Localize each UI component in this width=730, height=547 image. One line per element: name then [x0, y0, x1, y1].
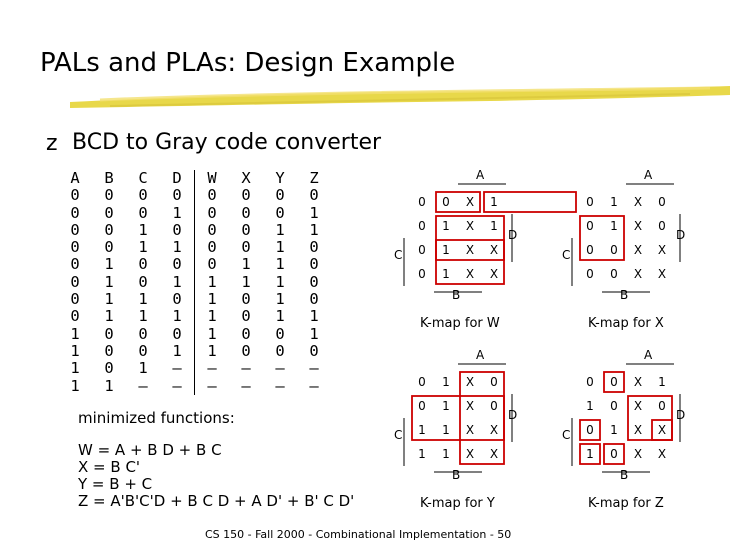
kmap-cell: X	[489, 267, 499, 281]
table-cell: 1	[172, 341, 182, 360]
table-cell: –	[195, 378, 230, 395]
table-cell: –	[275, 376, 285, 395]
kmap-cell: 0	[586, 243, 594, 257]
kmap-cell: 0	[610, 267, 618, 281]
table-cell: 0	[70, 203, 80, 222]
table-cell: –	[172, 359, 182, 378]
kmap-cell: 1	[610, 195, 618, 209]
table-cell: 0	[70, 307, 80, 326]
kmap-cell: 1	[442, 423, 450, 437]
kmap-label-a: A	[476, 168, 485, 182]
header-x: X	[241, 169, 251, 187]
kmap-cell: 0	[586, 267, 594, 281]
table-cell: 0	[104, 238, 114, 257]
table-cell: 1	[195, 308, 230, 325]
header-w: W	[195, 170, 230, 187]
kmap-label-c: C	[394, 248, 403, 262]
table-cell: 0	[70, 255, 80, 274]
kmap-label-c: C	[394, 428, 403, 442]
table-cell: 0	[138, 203, 148, 222]
kmap-cell: 0	[610, 243, 618, 257]
table-cell: 0	[104, 203, 114, 222]
table-cell: 1	[275, 238, 285, 257]
kmap-cell: X	[465, 447, 475, 461]
table-cell: 0	[241, 341, 251, 360]
kmap-cell: 0	[442, 195, 450, 209]
kmap-cell: 1	[418, 423, 426, 437]
table-cell: 0	[138, 186, 148, 205]
header-z: Z	[309, 169, 319, 187]
table-cell: 0	[70, 220, 80, 239]
kmap-cell: 0	[586, 219, 594, 233]
table-cell: 1	[275, 220, 285, 239]
kmap-cell: X	[633, 447, 643, 461]
kmap-cell: 1	[490, 195, 498, 209]
table-cell: 0	[195, 222, 230, 239]
kmap-cell: X	[465, 243, 475, 257]
table-cell: 0	[104, 324, 114, 343]
kmap-cell: 1	[586, 399, 594, 413]
table-cell: 0	[309, 290, 319, 309]
table-cell: 0	[309, 238, 319, 257]
table-cell: 1	[172, 272, 182, 291]
table-cell: 0	[104, 186, 114, 205]
header-b: B	[104, 169, 114, 187]
table-cell: 0	[241, 307, 251, 326]
kmap-cell: X	[465, 423, 475, 437]
table-cell: 1	[70, 324, 80, 343]
bullet-icon: z	[46, 131, 58, 156]
table-cell: 0	[172, 186, 182, 205]
table-cell: 0	[241, 220, 251, 239]
table-cell: 1	[138, 220, 148, 239]
table-cell: 1	[275, 255, 285, 274]
table-cell: –	[309, 359, 319, 378]
kmap-cell: 0	[658, 399, 666, 413]
table-cell: 1	[309, 203, 319, 222]
kmap-cell: X	[465, 399, 475, 413]
table-cell: 1	[241, 272, 251, 291]
kmap-cell: X	[633, 219, 643, 233]
kmap-cell: X	[489, 447, 499, 461]
kmap-cell: 1	[442, 243, 450, 257]
kmap-cell: X	[633, 267, 643, 281]
kmap-cell: 1	[418, 447, 426, 461]
table-cell: 0	[275, 341, 285, 360]
table-cell: 1	[309, 307, 319, 326]
kmap-cell: 0	[658, 219, 666, 233]
table-cell: 0	[70, 186, 80, 205]
table-cell: 0	[275, 186, 285, 205]
table-cell: 0	[172, 255, 182, 274]
table-cell: 0	[309, 272, 319, 291]
kmap-cell: 0	[490, 399, 498, 413]
table-cell: 0	[241, 203, 251, 222]
kmap-cell: 1	[442, 375, 450, 389]
kmap-cell: 0	[418, 195, 426, 209]
kmap-label-b: B	[620, 288, 629, 302]
table-cell: 1	[172, 238, 182, 257]
kmap-cell: 1	[658, 375, 666, 389]
table-cell: 0	[172, 220, 182, 239]
kmap-cell: 0	[418, 399, 426, 413]
kmap-cell: 0	[586, 423, 594, 437]
table-cell: 1	[195, 343, 230, 360]
kmap-cell: X	[633, 399, 643, 413]
kmap-cell: 0	[490, 375, 498, 389]
table-cell: 0	[104, 341, 114, 360]
kmap-cell: 0	[418, 267, 426, 281]
kmap-label-c: C	[562, 428, 571, 442]
kmap-cell: 1	[442, 399, 450, 413]
kmap-cell: X	[465, 195, 475, 209]
table-cell: 1	[70, 359, 80, 378]
kmap-cell: X	[489, 423, 499, 437]
table-cell: 0	[309, 341, 319, 360]
kmap-label-a: A	[644, 168, 653, 182]
kmap-cell: X	[633, 375, 643, 389]
kmap-cell: X	[657, 447, 667, 461]
table-cell: 0	[275, 324, 285, 343]
table-cell: 0	[138, 324, 148, 343]
table-cell: 0	[309, 186, 319, 205]
table-cell: 0	[241, 324, 251, 343]
kmap-cell: 0	[586, 375, 594, 389]
table-cell: 1	[275, 307, 285, 326]
kmap-label-b: B	[620, 468, 629, 482]
table-cell: 1	[70, 376, 80, 395]
equation-z: Z = A'B'C'D + B C D + A D' + B' C D'	[78, 492, 355, 510]
table-cell: 0	[104, 220, 114, 239]
kmap-cell: 0	[418, 375, 426, 389]
table-cell: 1	[275, 272, 285, 291]
table-cell: 0	[104, 359, 114, 378]
table-cell: 0	[195, 239, 230, 256]
kmap-label-b: B	[452, 288, 461, 302]
kmap-caption: K-map for Z	[588, 496, 664, 511]
table-cell: 1	[275, 290, 285, 309]
kmap-caption: K-map for W	[420, 316, 500, 331]
kmap-cell: 1	[610, 423, 618, 437]
table-cell: 1	[172, 203, 182, 222]
table-cell: –	[309, 376, 319, 395]
kmap-cell: X	[657, 243, 667, 257]
table-cell: 0	[241, 238, 251, 257]
header-y: Y	[275, 169, 285, 187]
kmap-label-b: B	[452, 468, 461, 482]
kmap-cell: 0	[586, 195, 594, 209]
kmap-cell: 0	[610, 447, 618, 461]
table-cell: 1	[309, 220, 319, 239]
kmap-cell: 1	[610, 219, 618, 233]
equation-w: W = A + B D + B C	[78, 441, 222, 459]
table-cell: 1	[104, 290, 114, 309]
kmap-label-d: D	[676, 408, 686, 422]
kmap-cell: X	[465, 375, 475, 389]
bullet-text: BCD to Gray code converter	[72, 130, 382, 155]
kmap-cell: 1	[442, 219, 450, 233]
table-cell: 0	[195, 205, 230, 222]
table-cell: 0	[70, 238, 80, 257]
kmap-label-a: A	[476, 348, 485, 362]
slide-footer: CS 150 - Fall 2000 - Combinational Implementation - 50	[205, 528, 512, 541]
header-c: C	[138, 169, 148, 187]
table-cell: –	[241, 376, 251, 395]
kmap-caption: K-map for Y	[420, 496, 495, 511]
kmap-cell: 0	[610, 399, 618, 413]
header-d: D	[172, 169, 182, 187]
table-cell: 1	[241, 255, 251, 274]
table-cell: 1	[172, 307, 182, 326]
kmap-cell: 1	[586, 447, 594, 461]
kmap-cell: 0	[418, 243, 426, 257]
table-cell: 1	[104, 376, 114, 395]
kmap-caption: K-map for X	[588, 316, 664, 331]
kmap-cell: 1	[442, 267, 450, 281]
kmap-label-d: D	[676, 228, 686, 242]
table-cell: 1	[138, 290, 148, 309]
table-cell: 1	[195, 274, 230, 291]
table-cell: 1	[195, 326, 230, 343]
kmap-label-d: D	[508, 408, 518, 422]
kmap-cell: X	[465, 267, 475, 281]
slide-title: PALs and PLAs: Design Example	[40, 48, 456, 78]
table-cell: 1	[104, 307, 114, 326]
table-cell: 0	[172, 324, 182, 343]
table-cell: 0	[309, 255, 319, 274]
table-cell: 0	[70, 290, 80, 309]
kmap-cell: X	[633, 423, 643, 437]
kmap-cell: X	[657, 423, 667, 437]
table-cell: 1	[104, 255, 114, 274]
kmap-cell: X	[633, 243, 643, 257]
table-cell: 0	[138, 341, 148, 360]
table-cell: 1	[309, 324, 319, 343]
kmap-label-a: A	[644, 348, 653, 362]
table-cell: –	[172, 376, 182, 395]
table-cell: 1	[104, 272, 114, 291]
table-cell: 0	[241, 290, 251, 309]
table-cell: –	[275, 359, 285, 378]
table-cell: 1	[195, 291, 230, 308]
kmap-cell: 0	[610, 375, 618, 389]
table-cell: 0	[172, 290, 182, 309]
kmap-cell: X	[657, 267, 667, 281]
minimized-label: minimized functions:	[78, 409, 235, 427]
table-cell: –	[195, 360, 230, 377]
kmap-cell: X	[465, 219, 475, 233]
kmap-cell: 0	[658, 195, 666, 209]
header-a: A	[70, 169, 80, 187]
table-cell: 0	[275, 203, 285, 222]
table-cell: 1	[138, 238, 148, 257]
kmap-cell: 0	[418, 219, 426, 233]
equation-x: X = B C'	[78, 458, 141, 476]
table-cell: –	[138, 376, 148, 395]
kmap-cell: 1	[442, 447, 450, 461]
kmap-label-d: D	[508, 228, 518, 242]
kmap-cell: X	[633, 195, 643, 209]
table-cell: 1	[70, 341, 80, 360]
table-cell: 0	[70, 272, 80, 291]
kmap-label-c: C	[562, 248, 571, 262]
table-cell: 1	[138, 359, 148, 378]
table-cell: 1	[138, 307, 148, 326]
equation-y: Y = B + C	[78, 475, 153, 493]
kmap-cell: X	[489, 243, 499, 257]
table-cell: 0	[195, 187, 230, 204]
table-cell: 0	[138, 272, 148, 291]
kmap-cell: 1	[490, 219, 498, 233]
table-cell: 0	[241, 186, 251, 205]
table-cell: –	[241, 359, 251, 378]
table-cell: 0	[195, 256, 230, 273]
table-cell: 0	[138, 255, 148, 274]
